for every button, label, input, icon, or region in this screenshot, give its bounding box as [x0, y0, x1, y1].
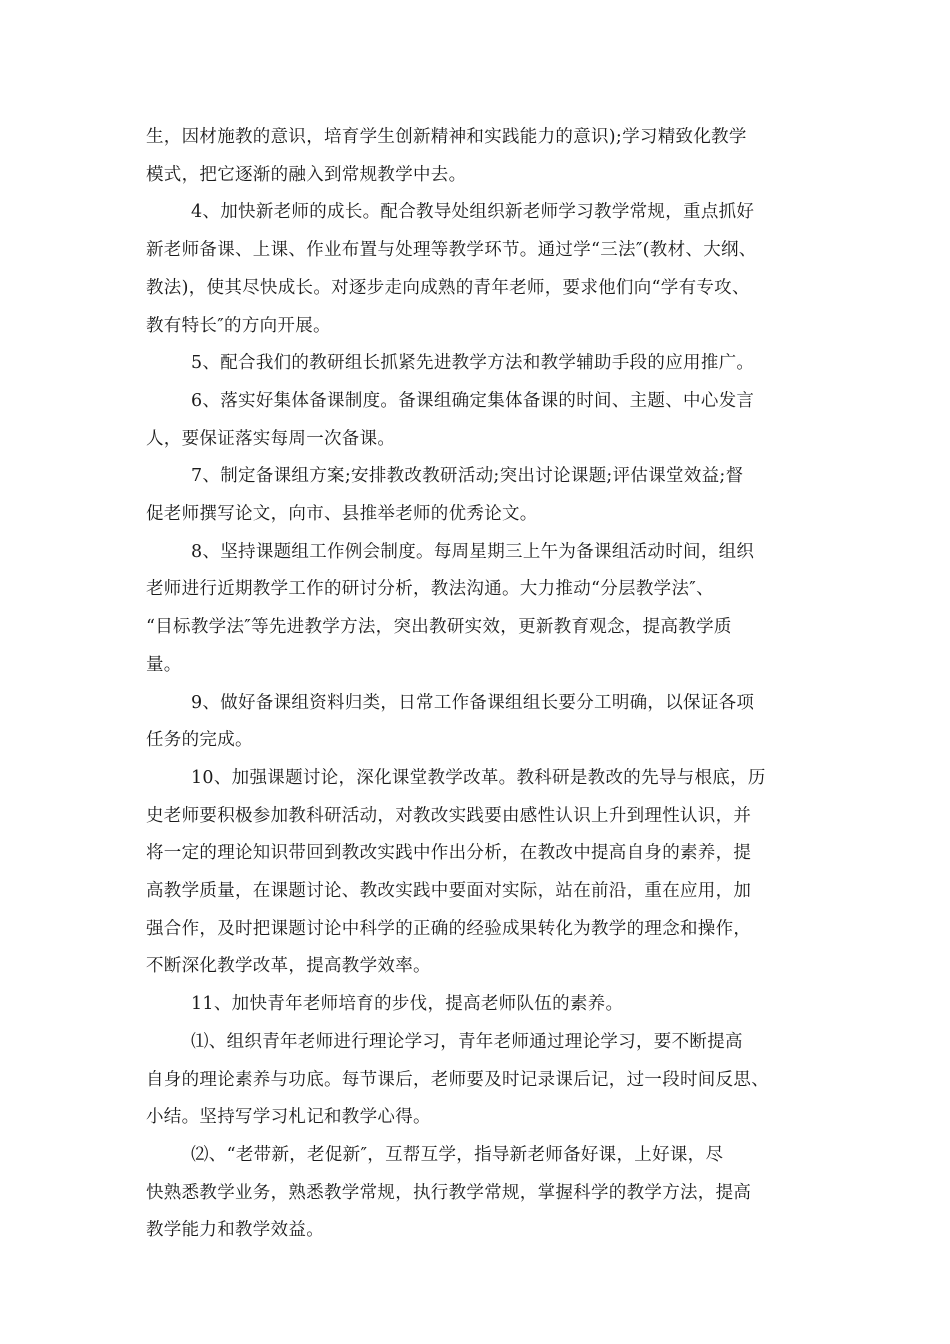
text-line: 新老师备课、上课、作业布置与处理等教学环节。通过学“三法″(教材、大纲、 [146, 240, 757, 261]
paragraph-first-line: ⑵、“老带新，老促新″，互帮互学，指导新老师备好课，上好课，尽 [191, 1144, 724, 1165]
text-line: 人，要保证落实每周一次备课。 [146, 428, 396, 449]
text-line: 高教学质量，在课题讨论、教改实践中要面对实际，站在前沿，重在应用，加 [146, 881, 752, 901]
text-line: 不断深化教学改革，提高教学效率。 [146, 956, 431, 977]
paragraph-first-line: ⑴、组织青年老师进行理论学习，青年老师通过理论学习，要不断提高 [191, 1031, 743, 1052]
text-line: 任务的完成。 [146, 730, 253, 751]
paragraph-first-line: 6、落实好集体备课制度。备课组确定集体备课的时间、主题、中心发言 [191, 390, 755, 411]
paragraph-first-line: 10、加强课题讨论，深化课堂教学改革。教科研是教改的先导与根底，历 [191, 767, 766, 788]
text-line: 教法)，使其尽快成长。对逐步走向成熟的青年老师，要求他们向“学有专攻、 [146, 277, 750, 298]
text-line: 快熟悉教学业务，熟悉教学常规，执行教学常规，掌握科学的教学方法，提高 [146, 1182, 752, 1203]
text-line: 教有特长″的方向开展。 [146, 315, 331, 336]
text-line: 老师进行近期教学工作的研讨分析，教法沟通。大力推动“分层教学法″、 [146, 579, 714, 600]
paragraph-first-line: 11、加快青年老师培育的步伐，提高老师队伍的素养。 [191, 994, 624, 1015]
text-line: 教学能力和教学效益。 [146, 1220, 324, 1241]
text-line: 小结。坚持写学习札记和教学心得。 [146, 1107, 431, 1128]
text-line: “目标教学法″等先进教学方法，突出教研实效，更新教育观念，提高教学质 [146, 617, 732, 638]
paragraph-first-line: 4、加快新老师的成长。配合教导处组织新老师学习教学常规，重点抓好 [191, 202, 755, 223]
text-line: 史老师要积极参加教科研活动，对教改实践要由感性认识上升到理性认识，并 [146, 805, 752, 826]
text-line: 自身的理论素养与功底。每节课后，老师要及时记录课后记，过一段时间反思、 [146, 1069, 769, 1090]
paragraph-first-line: 7、制定备课组方案;安排教改教研活动;突出讨论课题;评估课堂效益;督 [191, 466, 744, 487]
text-line: 将一定的理论知识带回到教改实践中作出分析，在教改中提高自身的素养，提 [146, 843, 752, 864]
text-line: 强合作，及时把课题讨论中科学的正确的经验成果转化为教学的理念和操作， [146, 918, 752, 939]
text-line: 生，因材施教的意识，培育学生创新精神和实践能力的意识);学习精致化教学 [146, 127, 747, 147]
paragraph-first-line: 5、配合我们的教研组长抓紧先进教学方法和教学辅助手段的应用推广。 [191, 353, 755, 374]
paragraph-first-line: 9、做好备课组资料归类，日常工作备课组组长要分工明确，以保证各项 [191, 692, 755, 713]
text-line: 模式，把它逐渐的融入到常规教学中去。 [146, 164, 467, 185]
text-line: 促老师撰写论文，向市、县推举老师的优秀论文。 [146, 504, 538, 524]
text-line: 量。 [146, 654, 182, 675]
paragraph-first-line: 8、坚持课题组工作例会制度。每周星期三上午为备课组活动时间，组织 [191, 541, 755, 562]
